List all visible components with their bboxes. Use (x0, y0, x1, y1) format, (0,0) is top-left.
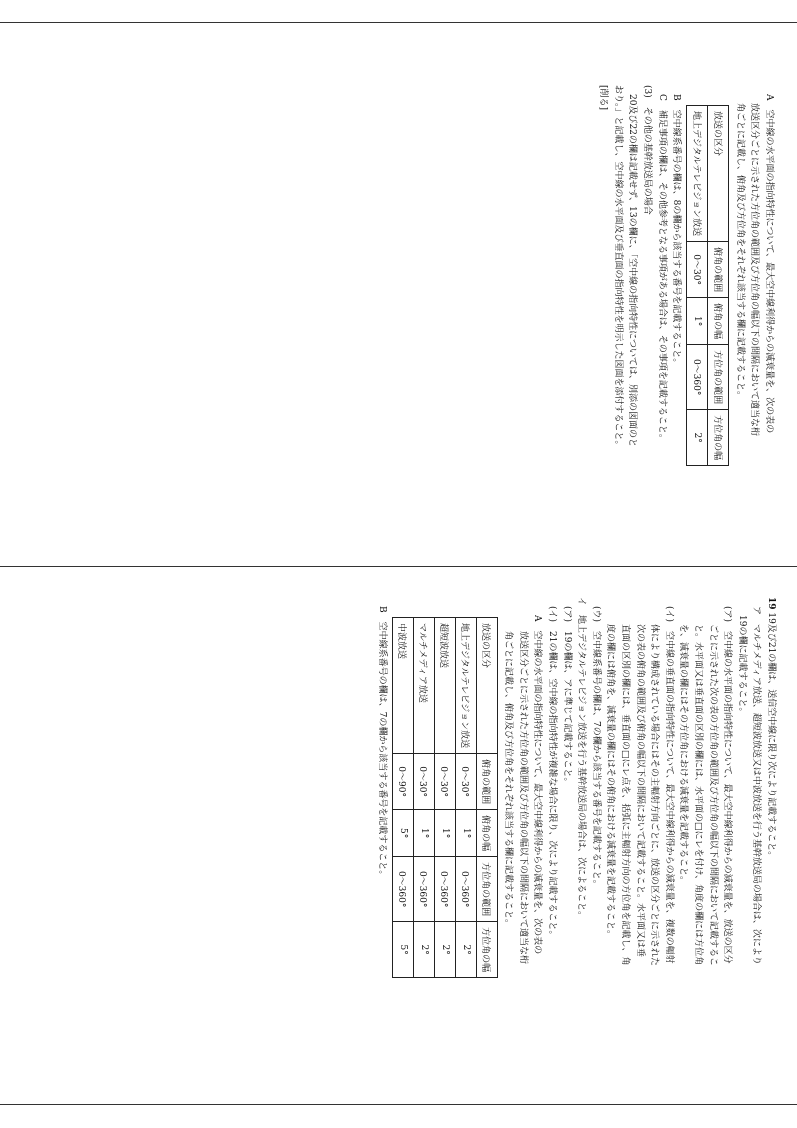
table-header: 俯角の範囲 (708, 242, 729, 298)
table-cell: 0～360° (392, 857, 413, 922)
page-bottom-content (374, 597, 778, 978)
table-header: 方位角の範囲 (708, 345, 729, 410)
item-number: 19 (766, 597, 776, 610)
table-cell: 5° (392, 810, 413, 857)
text-line: B 空中線系番号の欄は、8の欄から該当する番号を記載すること。 (671, 94, 682, 368)
table-cell: 0～360° (434, 857, 455, 922)
table-header: 放送の区分 (708, 106, 729, 242)
table-cell: 2° (455, 922, 476, 978)
text-line: 放送区分ごとに示された方位角の範囲及び方位角の幅以下の間隔において適当な桁 (517, 631, 528, 965)
table-header-row (708, 106, 729, 466)
text-line: B 空中線系番号の欄は、7の欄から該当する番号を記載すること。 (376, 606, 387, 880)
text-line: 19の欄に記載すること。 (736, 615, 747, 717)
table-cell: 0～90° (392, 754, 413, 810)
table-cell: 0～30° (687, 242, 708, 298)
text-line: 角ごとに記載し、俯角及び方位角をそれぞれ該当する欄に記載すること。 (503, 631, 514, 929)
text-line: (3) その他の基幹放送局の場合 (642, 85, 653, 215)
table-cell: 1° (455, 810, 476, 857)
text-line: 放送区分ごとに示された方位角の範囲及び方位角の幅以下の間隔において適当な桁 (749, 103, 760, 437)
text-line: (ア) 空中線の水平面の指向特性について、最大空中線利得からの減衰量を、放送の区分 (722, 606, 733, 964)
text-line: 角ごとに記載し、俯角及び方位角をそれぞれ該当する欄に記載すること。 (734, 103, 745, 401)
text-line: (イ) 21の欄は、空中線の指向特性が複雑な場合に限り、次により記載すること。 (547, 606, 558, 940)
table-cell: 0～30° (434, 754, 455, 810)
text-line: 度の欄には俯角を、減衰量の欄にはその俯角における減衰量を記載すること。 (605, 624, 616, 940)
table-cell: 0～30° (413, 754, 434, 810)
text-line: ア マルチメディア放送、超短波放送又は中波放送を行う基幹放送局の場合は、次により (751, 606, 762, 965)
table-row (434, 618, 455, 978)
table-header: 俯角の幅 (708, 298, 729, 345)
page-top (0, 23, 797, 565)
table-row (392, 618, 413, 978)
text-line: 直面の区別の欄には、垂直面の□にレ点を、括弧に主輻射方向の方位角を記載し、角 (620, 624, 631, 966)
table-cell: 0～360° (455, 857, 476, 922)
text-line: (イ) 空中線の垂直面の指向特性について、最大空中線利得からの減衰量を、複数の輻射 (663, 606, 674, 964)
text-line: A 空中線の水平面の指向特性について、最大空中線利得からの減衰量を、次の表の (764, 94, 774, 434)
table-header: 放送の区分 (476, 618, 497, 754)
table-header: 方位角の範囲 (476, 857, 497, 922)
text-line: (ア) 19の欄は、アに準じて記載すること。 (561, 606, 572, 787)
text-line (763, 597, 778, 978)
text-line: 次の表の俯角の範囲及び俯角の幅以下の間隔において記載すること。水平面又は垂 (634, 624, 645, 958)
table-cell: 0～360° (687, 345, 708, 410)
table-header: 方位角の幅 (476, 922, 497, 978)
table-cell: 地上デジタルテレビジョン放送 (687, 106, 708, 242)
table-cell: 2° (687, 410, 708, 466)
text-line: 20及び22の欄は記載せず、13の欄に、「空中線の指向特性については、別添の図面のと (627, 85, 638, 447)
table-cell: 0～360° (413, 857, 434, 922)
table-cell: 1° (687, 298, 708, 345)
data-table (686, 105, 729, 466)
text-line: イ 地上デジタルテレビジョン放送を行う基幹放送局の場合は、次によること。 (576, 597, 587, 921)
table-cell: マルチメディア放送 (413, 618, 434, 754)
table-cell: 5° (392, 922, 413, 978)
text-line: と。水平面又は垂直面の区別の欄には、水平面の□にレを付け、角度の欄には方位角 (693, 624, 704, 966)
item-text: 19及び21の欄は、送信空中線に限り次により記載すること。 (766, 612, 776, 861)
text-line: を、減衰量の欄にはその方位角における減衰量を記載すること。 (678, 624, 689, 886)
table-cell: 中波放送 (392, 618, 413, 754)
table-row (687, 106, 708, 466)
text-line: [削る] (598, 85, 609, 111)
table-header: 俯角の範囲 (476, 754, 497, 810)
table-cell: 超短波放送 (434, 618, 455, 754)
table-cell: 1° (413, 810, 434, 857)
text-line: A 空中線の水平面の指向特性について、最大空中線利得からの減衰量を、次の表の (532, 615, 543, 955)
table-header: 俯角の幅 (476, 810, 497, 857)
table-cell: 地上デジタルテレビジョン放送 (455, 618, 476, 754)
table-header: 方位角の幅 (708, 410, 729, 466)
table-cell: 0～30° (455, 754, 476, 810)
page-bottom (0, 567, 797, 1103)
table-header-row (476, 618, 497, 978)
table-cell: 1° (434, 810, 455, 857)
table-cell: 2° (413, 922, 434, 978)
text-line: (ウ) 空中線系番号の欄は、7の欄から該当する番号を記載すること。 (590, 606, 601, 889)
table-cell: 2° (434, 922, 455, 978)
table-row (413, 618, 434, 978)
table-row (455, 618, 476, 978)
data-table (392, 617, 498, 978)
bottom-rule (0, 1104, 797, 1105)
text-line: おり。」と記載し、空中線の水平面及び垂直面の指向特性を明示した図面を添付すること。 (612, 85, 623, 450)
text-line: 体により構成されている場合にはその主輻射方向ごとに、放送の区分ごとに示された (649, 624, 660, 967)
text-line: ごとに示された次の表の方位角の範囲及び方位角の幅以下の間隔において記載するこ (707, 624, 718, 967)
page-top-content (596, 85, 776, 466)
text-line: C 補足事項の欄は、その他参考となる事項がある場合は、その事項を記載すること。 (656, 94, 667, 443)
